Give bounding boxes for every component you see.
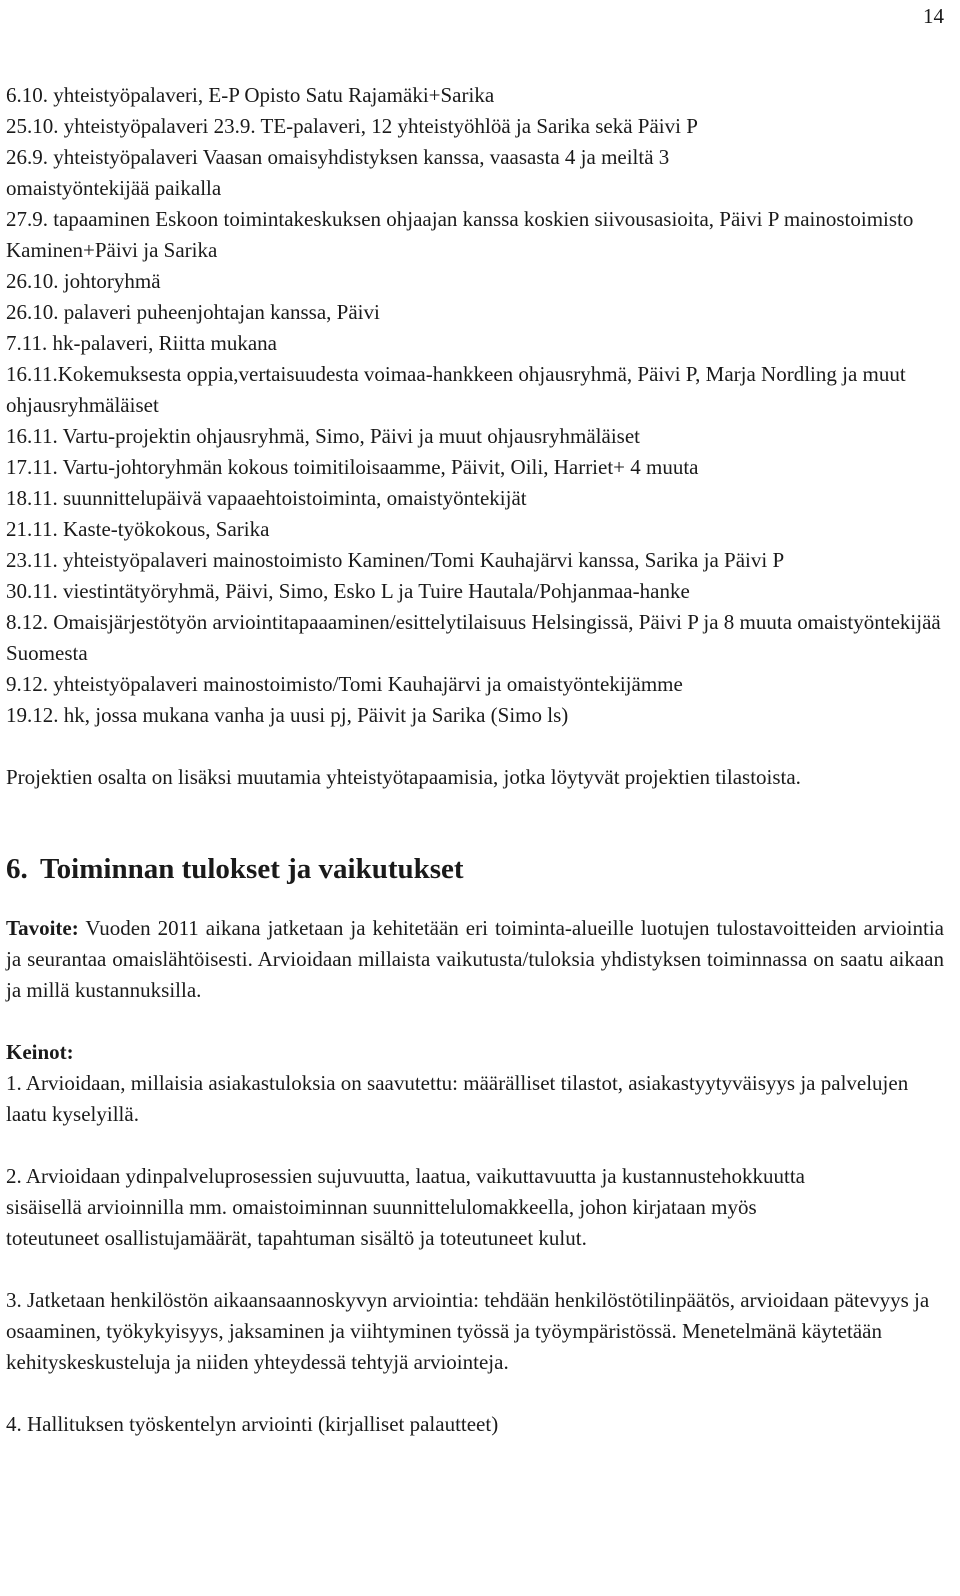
projects-note: Projektien osalta on lisäksi muutamia yhteistyötapaamisia, jotka löytyvät projektien tilastoista. — [6, 765, 801, 789]
meeting-entry: 21.11. Kaste-työkokous, Sarika — [6, 517, 270, 541]
method-item-4: 4. Hallituksen työskentelyn arviointi (kirjalliset palautteet) — [6, 1412, 499, 1436]
meeting-entry: 25.10. yhteistyöpalaveri 23.9. TE-palaveri, 12 yhteistyöhlöä ja Sarika sekä Päivi P — [6, 114, 698, 138]
meeting-entry: 26.9. yhteistyöpalaveri Vaasan omaisyhdistyksen kanssa, vaasasta 4 ja meiltä 3 omaistyöntekijää paikalla — [6, 145, 670, 200]
meeting-entry: 17.11. Vartu-johtoryhmän kokous toimitiloisaamme, Päivit, Oili, Harriet+ 4 muuta — [6, 455, 699, 479]
section-title: Toiminnan tulokset ja vaikutukset — [40, 853, 464, 885]
meeting-entry: 9.12. yhteistyöpalaveri mainostoimisto/Tomi Kauhajärvi ja omaistyöntekijämme — [6, 672, 683, 696]
meeting-entry: 26.10. johtoryhmä — [6, 269, 161, 293]
methods-label: Keinot: — [6, 1040, 74, 1064]
page-number: 14 — [923, 4, 944, 28]
meeting-entry: 23.11. yhteistyöpalaveri mainostoimisto Kaminen/Tomi Kauhajärvi kanssa, Sarika ja Päivi P — [6, 548, 785, 572]
meeting-entry: 16.11.Kokemuksesta oppia,vertaisuudesta voimaa-hankkeen ohjausryhmä, Päivi P, Marja Nordling ja muut ohjausryhmäläiset — [6, 362, 906, 417]
meeting-entry: 19.12. hk, jossa mukana vanha ja uusi pj, Päivit ja Sarika (Simo ls) — [6, 703, 569, 727]
goal-label: Tavoite: — [6, 916, 79, 940]
section-number: 6. — [6, 853, 28, 885]
goal-text: Vuoden 2011 aikana jatketaan ja kehitetään eri toiminta-alueille luotujen tulostavoitteiden arviointia ja seurantaa omaislähtöisesti. Arvioidaan millaista vaikutusta/tuloksia yhdistyksen toiminnassa on saatu aikaan ja millä kustannuksilla. — [6, 916, 944, 1002]
meeting-entry: 18.11. suunnittelupäivä vapaaehtoistoiminta, omaistyöntekijät — [6, 486, 527, 510]
meeting-entry: 27.9. tapaaminen Eskoon toimintakeskuksen ohjaajan kanssa koskien siivousasioita, Päivi P mainostoimisto Kaminen+Päivi ja Sarika — [6, 207, 914, 262]
meeting-entry: 26.10. palaveri puheenjohtajan kanssa, Päivi — [6, 300, 380, 324]
meeting-entry: 7.11. hk-palaveri, Riitta mukana — [6, 331, 277, 355]
meeting-entry: 8.12. Omaisjärjestötyön arviointitapaaaminen/esittelytilaisuus Helsingissä, Päivi P ja 8 muuta omaistyöntekijää Suomesta — [6, 610, 941, 665]
meeting-entry: 30.11. viestintätyöryhmä, Päivi, Simo, Esko L ja Tuire Hautala/Pohjanmaa-hanke — [6, 579, 690, 603]
document-body — [6, 80, 944, 1440]
meeting-entry: 6.10. yhteistyöpalaveri, E-P Opisto Satu Rajamäki+Sarika — [6, 83, 495, 107]
section-heading — [6, 849, 944, 889]
meeting-list — [6, 80, 944, 731]
method-item-1: 1. Arvioidaan, millaisia asiakastuloksia on saavutettu: määrälliset tilastot, asiakastyytyväisyys ja palvelujen laatu kyselyillä. — [6, 1071, 909, 1126]
method-item-3: 3. Jatketaan henkilöstön aikaansaannoskyvyn arviointia: tehdään henkilöstötilinpäätös, arvioidaan pätevyys ja osaaminen, työkykyisyys, jaksaminen ja viihtyminen työssä ja työympäristössä. Menetelmänä käytetään kehityskeskusteluja ja niiden yhteydessä tehtyjä arviointeja. — [6, 1288, 930, 1374]
method-item-2: 2. Arvioidaan ydinpalveluprosessien sujuvuutta, laatua, vaikuttavuutta ja kustannustehokkuutta sisäisellä arvioinnilla mm. omaistoiminnan suunnittelulomakkeella, johon kirjataan myös toteutuneet osallistujamäärät, tapahtuman sisältö ja toteutuneet kulut. — [6, 1164, 806, 1250]
meeting-entry: 16.11. Vartu-projektin ohjausryhmä, Simo, Päivi ja muut ohjausryhmäläiset — [6, 424, 640, 448]
goal-paragraph — [6, 913, 944, 1006]
